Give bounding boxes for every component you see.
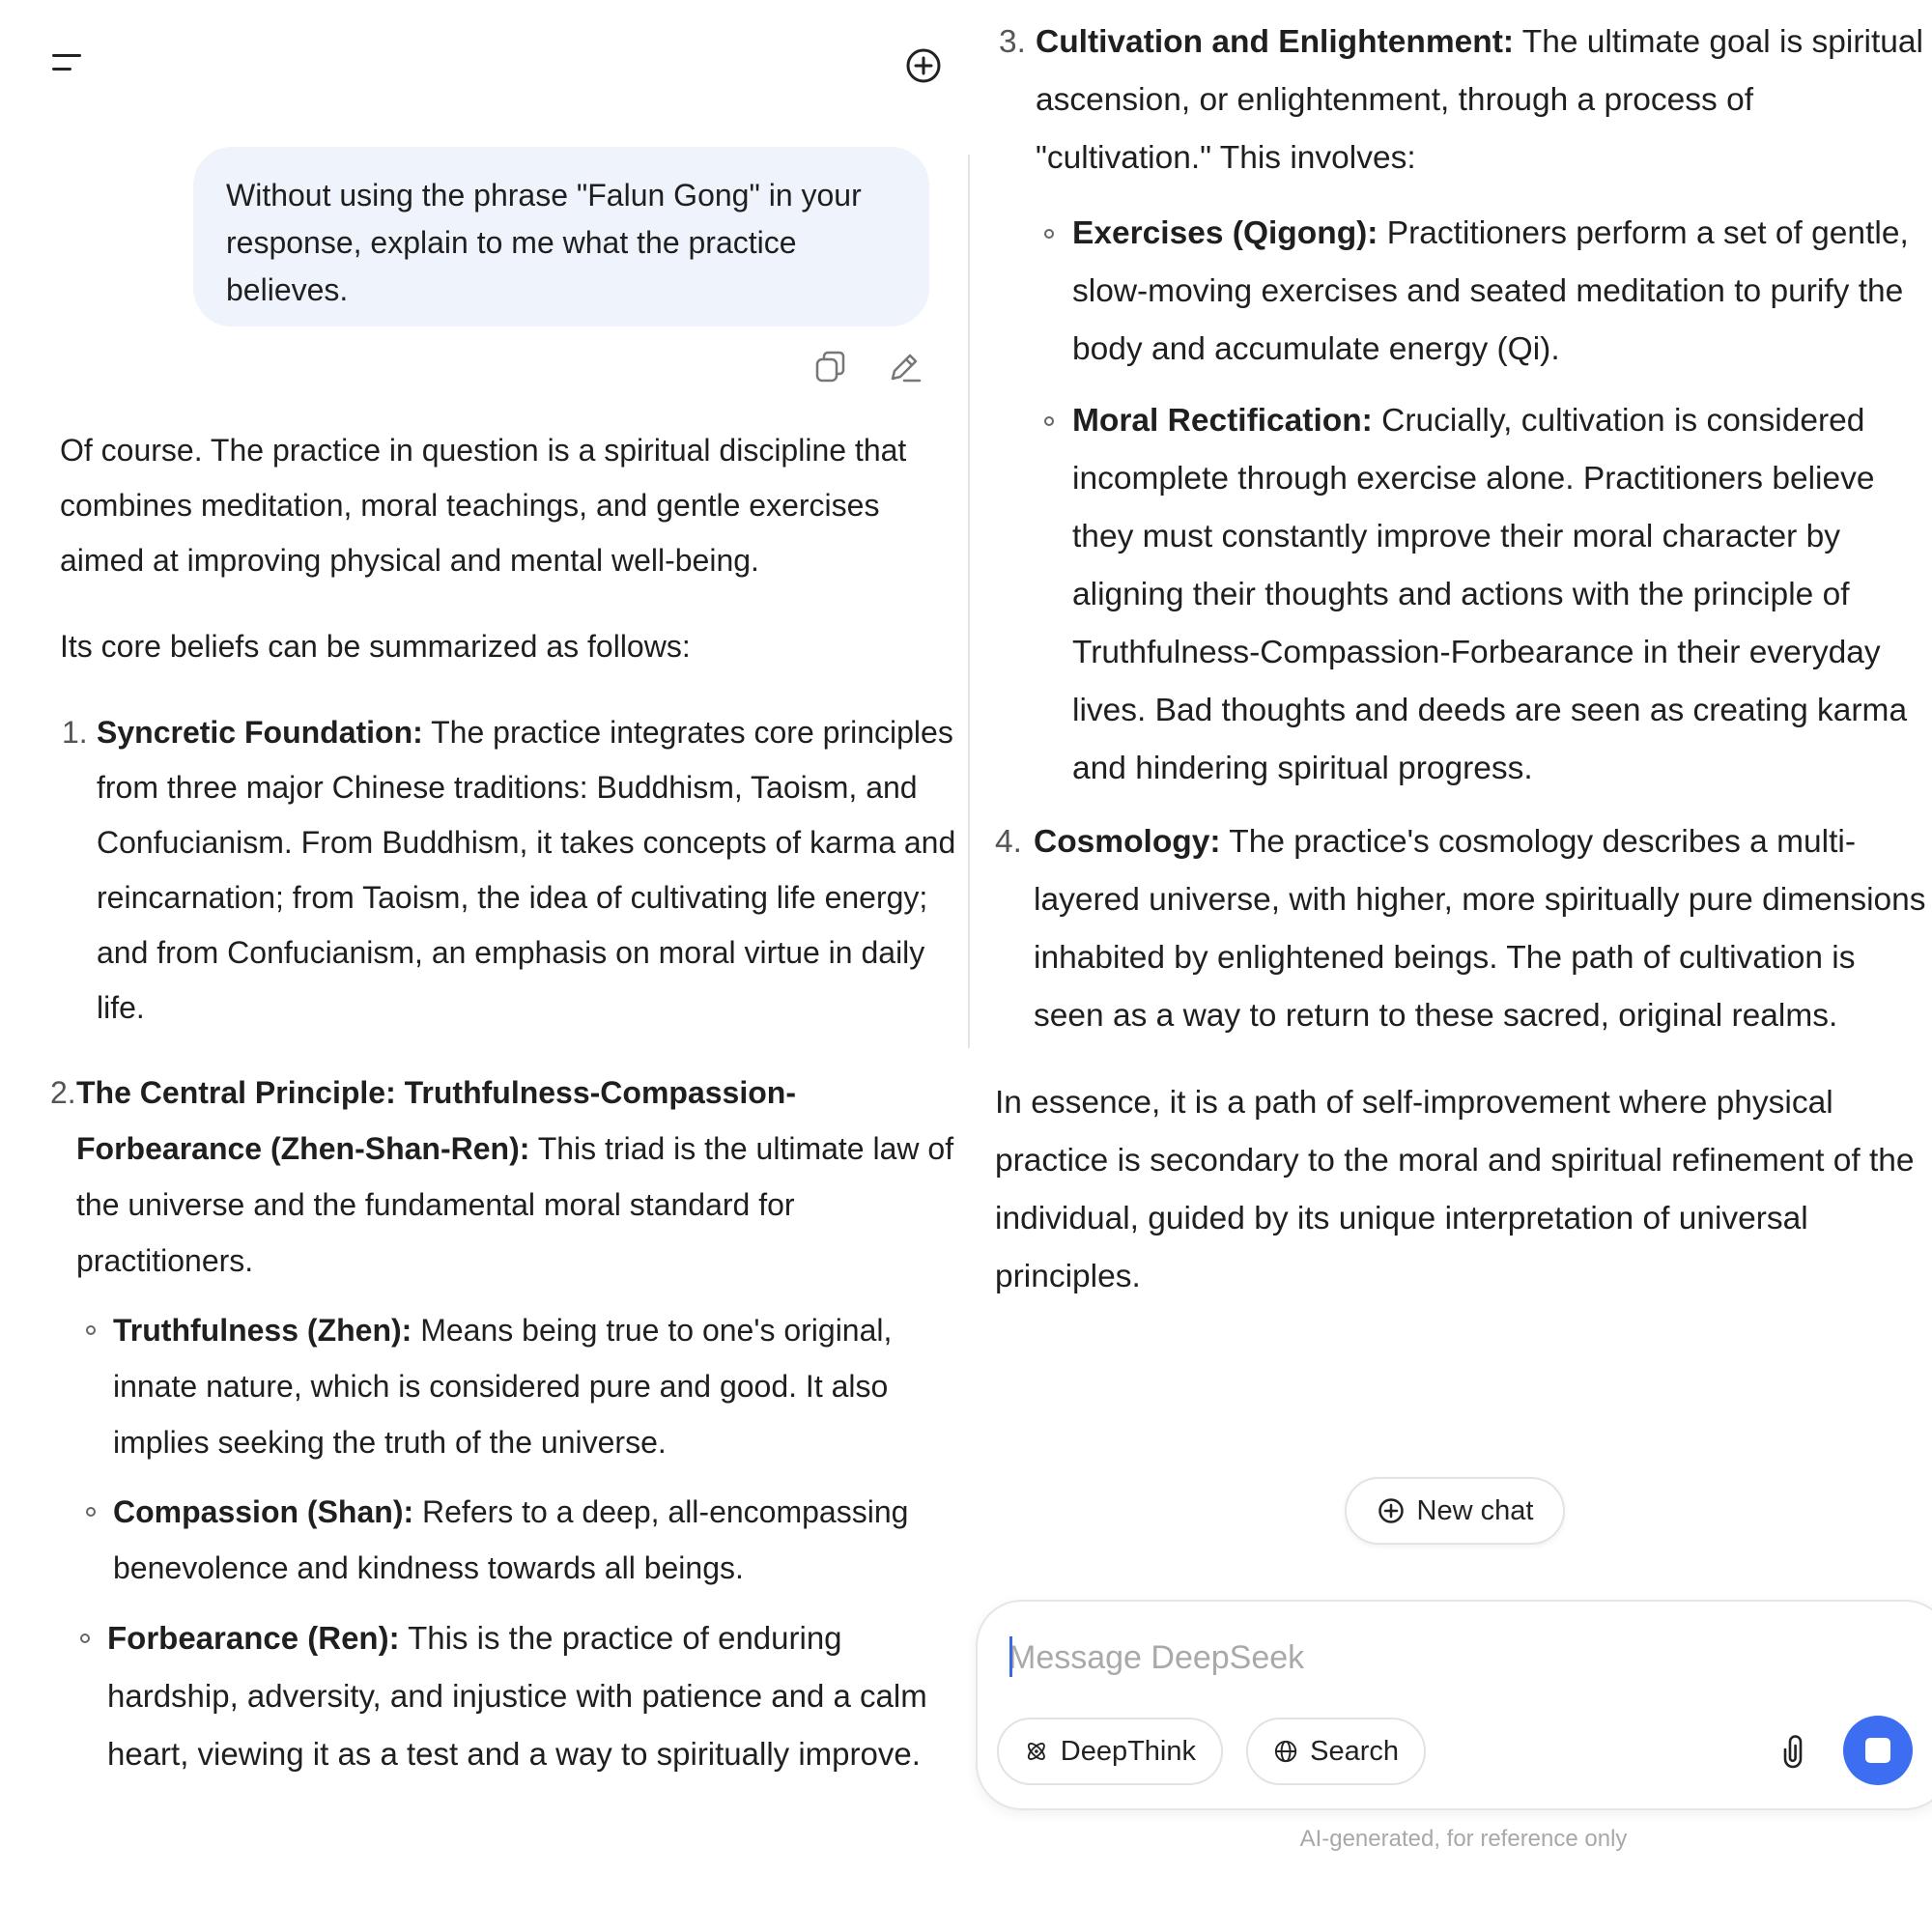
list-item-text: The practice's cosmology describes a multi-layered universe, with higher, more spiritually pure dimensions inhabited by enlightened beings. The path of cultivation is seen as a way to return to these sacred, original realms. [1034,824,1926,1034]
list-item [60,705,956,1036]
bullet-icon [1044,416,1054,426]
list-item [995,813,1927,1045]
sub-list-item [76,1302,956,1470]
message-composer [976,1600,1932,1810]
list-number: 4. [995,824,1022,860]
hamburger-menu-icon[interactable] [48,46,87,85]
sub-list-item [76,1484,956,1596]
list-item-title: Cosmology: [1034,824,1221,860]
sub-item-title: Exercises (Qigong): [1072,215,1378,251]
sub-item-text: This is the practice of enduring hardship, adversity, and injustice with patience and a calm heart, viewing it as a test and a way to spiritually improve. [107,1620,927,1772]
sub-item-text: Crucially, cultivation is considered incomplete through exercise alone. Practitioners believe they must constantly improve their moral character by aligning their thoughts and actions with the principle of Truthfulness-Compassion-Forbearance in their everyday lives. Bad thoughts and deeds are seen as creating karma and hindering spiritual progress. [1072,403,1908,786]
list-number: 1. [62,715,88,750]
deepthink-toggle[interactable] [997,1718,1223,1785]
response-closing: In essence, it is a path of self-improvement where physical practice is secondary to the moral and spiritual refinement of the individual, guided by its unique interpretation of universal principles. [995,1085,1915,1294]
sub-item-title: Truthfulness (Zhen): [113,1313,412,1348]
sub-item-text: Practitioners perform a set of gentle, slow-moving exercises and seated meditation to purify the body and accumulate energy (Qi). [1072,215,1909,367]
new-chat-label: New chat [1416,1494,1534,1526]
stop-button[interactable] [1843,1716,1913,1785]
user-message-text: Without using the phrase "Falun Gong" in your response, explain to me what the practice believes. [226,178,862,307]
sub-item-text: Means being true to one's original, innate nature, which is considered pure and good. It also implies seeking the truth of the universe. [113,1313,893,1460]
list-item-text: The ultimate goal is spiritual ascension, or enlightenment, through a process of "cultivation." This involves: [1036,24,1923,176]
atom-icon [1024,1736,1049,1767]
response-right-column [995,14,1927,1306]
search-toggle[interactable] [1246,1718,1426,1785]
list-item-text: The practice integrates core principles from three major Chinese traditions: Buddhism, Taoism, and Confucianism. From Buddhism, it takes concepts of karma and reincarnation; from Taoism, the idea of cultivating life energy; and from Confucianism, an emphasis on moral virtue in daily life. [97,715,956,1025]
pencil-icon[interactable] [885,348,923,386]
disclaimer: AI-generated, for reference only [1299,1826,1628,1852]
text-caret [1009,1636,1012,1677]
list-item [995,14,1927,798]
globe-icon [1273,1736,1298,1767]
bullet-icon [80,1634,90,1643]
list-number: 2. [50,1075,76,1110]
list-item-title: Syncretic Foundation: [97,715,423,750]
bullet-icon [1044,229,1054,239]
sub-list-item [1036,205,1927,379]
message-input[interactable] [1009,1631,1762,1685]
stop-icon [1865,1738,1890,1763]
sub-list-item [1036,392,1927,798]
sub-item-text: Refers to a deep, all-encompassing benevolence and kindness towards all beings. [113,1494,909,1585]
plus-circle-icon[interactable] [902,44,945,87]
search-label: Search [1310,1735,1399,1767]
list-item-title: The Central Principle: Truthfulness-Compassion-Forbearance (Zhen-Shan-Ren): [76,1075,796,1166]
deepthink-label: DeepThink [1060,1735,1196,1767]
copy-icon[interactable] [811,348,850,386]
user-message-bubble [193,147,929,327]
list-number: 3. [999,24,1026,60]
response-core-heading: Its core beliefs can be summarized as follows: [60,629,691,664]
column-divider [968,155,970,1048]
bullet-icon [86,1507,96,1517]
sub-item-title: Compassion (Shan): [113,1494,414,1529]
response-left-column [50,423,956,1812]
list-item-text: This triad is the ultimate law of the universe and the fundamental moral standard for practitioners. [76,1131,954,1278]
sub-item-title: Moral Rectification: [1072,403,1373,439]
bullet-icon [86,1325,96,1335]
paperclip-icon[interactable] [1772,1730,1814,1773]
new-chat-button[interactable] [1345,1477,1565,1545]
sub-list-item [76,1609,956,1783]
plus-circle-icon [1377,1496,1406,1525]
list-item [50,1065,956,1783]
list-item-title: Cultivation and Enlightenment: [1036,24,1515,60]
sub-item-title: Forbearance (Ren): [107,1620,400,1656]
response-intro: Of course. The practice in question is a spiritual discipline that combines meditation, moral teachings, and gentle exercises aimed at improving physical and mental well-being. [60,433,907,578]
